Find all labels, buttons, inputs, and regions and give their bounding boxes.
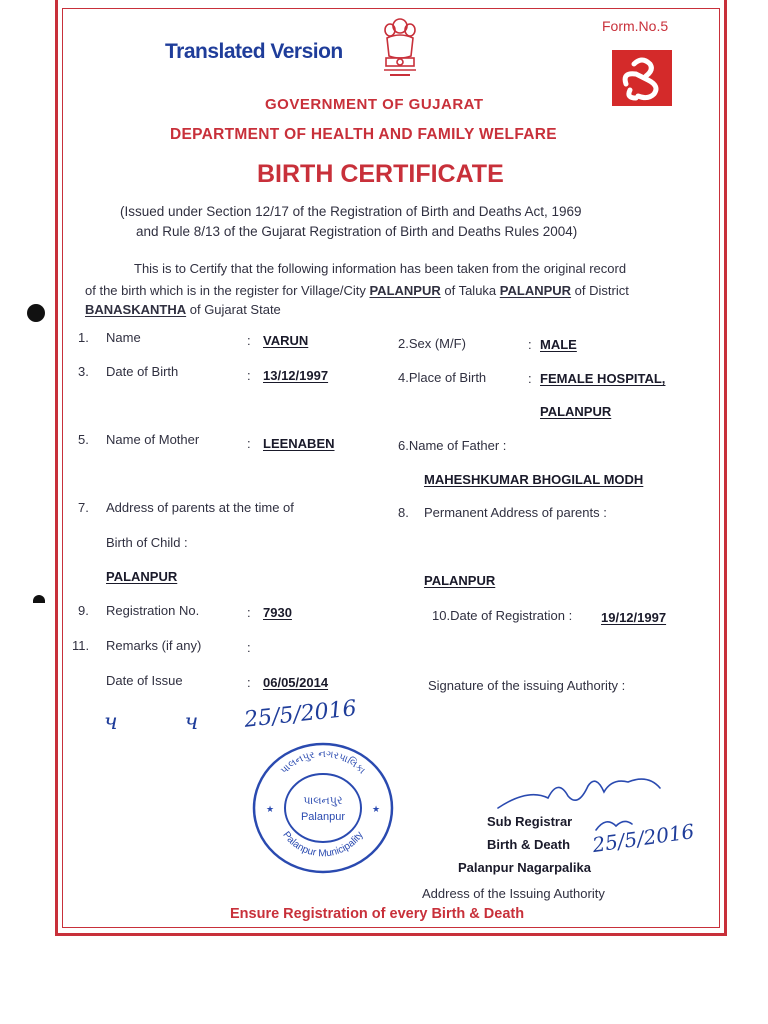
registration-date-label: 10.Date of Registration : (432, 608, 573, 623)
pob-label: 4.Place of Birth (398, 370, 487, 385)
field-number: 7. (78, 500, 89, 515)
punch-hole-mark (27, 304, 45, 322)
colon: : (528, 337, 532, 352)
issued-under-line-2: and Rule 8/13 of the Gujarat Registration of Birth and Deaths Rules 2004) (136, 224, 578, 239)
sex-value: MALE (540, 337, 577, 352)
seal-star: ★ (266, 804, 275, 814)
certificate-title: BIRTH CERTIFICATE (257, 160, 504, 188)
form-number: Form.No.5 (602, 18, 669, 34)
national-emblem-icon (378, 16, 422, 80)
taluka-value: PALANPUR (499, 283, 572, 298)
certify-line-1: This is to Certify that the following information has been taken from the original record (134, 261, 627, 276)
colon: : (247, 640, 251, 655)
handwritten-number: 25/5/2016 (243, 696, 358, 733)
father-label: 6.Name of Father : (398, 438, 507, 453)
translated-version-label: Translated Version (165, 40, 343, 63)
field-number: 9. (78, 603, 89, 618)
colon: : (247, 333, 251, 348)
district-value: BANASKANTHA (85, 302, 187, 317)
issue-date-value: 06/05/2014 (263, 675, 329, 690)
field-number: 8. (398, 505, 409, 520)
footer-slogan: Ensure Registration of every Birth & Death (230, 906, 525, 922)
field-number: 5. (78, 432, 89, 447)
government-heading: GOVERNMENT OF GUJARAT (265, 96, 484, 113)
seal-star: ★ (372, 804, 381, 814)
sex-label: 2.Sex (M/F) (398, 336, 466, 351)
health-logo-icon (612, 50, 672, 106)
colon: : (528, 371, 532, 386)
remarks-label: Remarks (if any) (106, 638, 202, 653)
certify-text: of District (574, 283, 629, 298)
field-number: 11. (72, 638, 90, 653)
certify-text: of the birth which is in the register for Village/City (85, 283, 366, 298)
permanent-address-value: PALANPUR (424, 573, 496, 588)
dob-value: 13/12/1997 (263, 368, 329, 383)
dob-label: Date of Birth (106, 364, 179, 379)
nagarpalika-label: Palanpur Nagarpalika (458, 860, 591, 875)
village-value: PALANPUR (369, 283, 441, 298)
certify-text: of Gujarat State (189, 302, 281, 317)
signature-authority-label: Signature of the issuing Authority : (428, 678, 626, 693)
field-number: 3. (78, 364, 89, 379)
address-label-line-2: Birth of Child : (106, 535, 188, 550)
seal-top-text: પાલનપુર નગરપાલિકા (278, 748, 368, 777)
seal-center-text: Palanpur (300, 811, 346, 823)
handwritten-date-2: 25/5/2016 (590, 818, 696, 858)
name-label: Name (106, 330, 141, 345)
birth-death-label: Birth & Death (487, 837, 571, 852)
pob-value-line-1: FEMALE HOSPITAL, (540, 371, 666, 386)
seal-bottom-text: Palanpur Municipality (280, 829, 366, 860)
issue-date-label: Date of Issue (106, 673, 183, 688)
municipality-seal (250, 740, 396, 876)
colon: : (247, 605, 251, 620)
registration-number-label: Registration No. (106, 603, 200, 618)
address-value: PALANPUR (106, 569, 178, 584)
father-value: MAHESHKUMAR BHOGILAL MODH (424, 472, 644, 487)
handwritten-marks: ч ч (104, 710, 229, 735)
certify-line-3 (85, 302, 281, 317)
certify-text: of Taluka (444, 283, 497, 298)
svg-text:પાલનપુર નગરપાલિકા (279, 749, 368, 777)
sub-registrar-label: Sub Registrar (487, 814, 573, 829)
address-label-line-1: Address of parents at the time of (106, 500, 294, 515)
department-heading: DEPARTMENT OF HEALTH AND FAMILY WELFARE (170, 126, 557, 143)
seal-center-gujarati: પાલનપુર (303, 794, 343, 807)
registration-number-value: 7930 (263, 605, 292, 620)
mother-value: LEENABEN (263, 436, 335, 451)
mother-label: Name of Mother (106, 432, 200, 447)
certify-line-2 (85, 283, 629, 298)
colon: : (247, 368, 251, 383)
name-value: VARUN (263, 333, 309, 348)
field-number: 1. (78, 330, 89, 345)
issued-under-line-1: (Issued under Section 12/17 of the Registration of Birth and Deaths Act, 1969 (120, 204, 582, 219)
registration-date-value: 19/12/1997 (601, 610, 667, 625)
issuing-authority-address-label: Address of the Issuing Authority (422, 886, 605, 901)
colon: : (247, 675, 251, 690)
svg-text:Palanpur Municipality (280, 830, 365, 860)
colon: : (247, 436, 251, 451)
pob-value-line-2: PALANPUR (540, 404, 612, 419)
permanent-address-label: Permanent Address of parents : (424, 505, 607, 520)
scan-mark (33, 595, 45, 603)
